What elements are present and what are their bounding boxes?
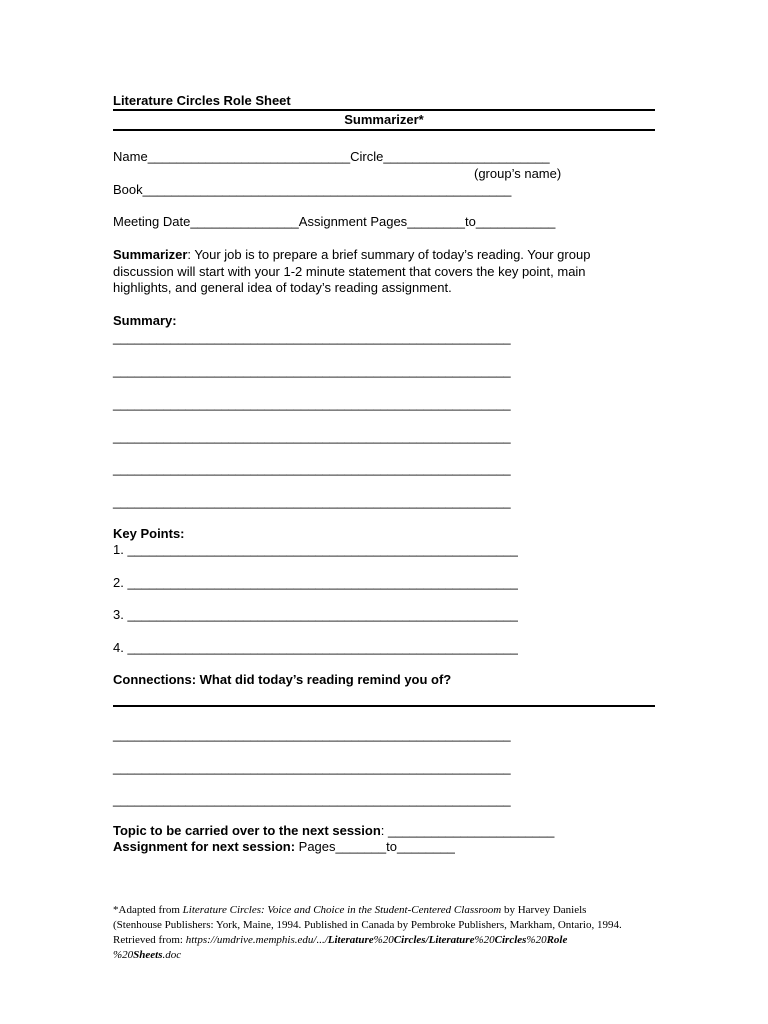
url-part: Literature (327, 934, 374, 946)
circle-field[interactable]: _______________________ (383, 149, 550, 164)
instructions-text: : Your job is to prepare a brief summary of today’s reading. Your group discussion will start with your 1-2 minute statement that covers the key point, main highlights, and general idea of today’s reading assignment. (113, 247, 591, 295)
book-label: Book (113, 182, 143, 197)
footnote-prefix: *Adapted from (113, 904, 183, 916)
footnote-adapted-line (113, 903, 663, 918)
role-word: Summarizer (113, 247, 188, 262)
footnote-publisher: (Stenhouse Publishers: York, Maine, 1994. Published in Canada by Pembroke Publishers, Markham, Ontario, 1994. (113, 919, 622, 931)
role-title: Summarizer* (344, 112, 424, 127)
key-point-item[interactable]: 3. ______________________________________________________ (113, 607, 518, 622)
summary-line[interactable]: _______________________________________________________ (113, 461, 511, 476)
group-name-hint: (group’s name) (474, 166, 562, 181)
connections-line[interactable]: _______________________________________________________ (113, 727, 511, 742)
source-footnote (113, 903, 663, 963)
footnote-retrieved-line[interactable] (113, 933, 663, 948)
book-field[interactable]: ___________________________________________________ (142, 182, 512, 197)
url-part: %20 (526, 934, 547, 946)
assignment-row (113, 839, 455, 854)
assignment-pages-field[interactable]: _______ (335, 839, 387, 854)
name-row (113, 149, 550, 164)
connections-heading: Connections: What did today’s reading remind you of? (113, 672, 452, 687)
footnote-url-continued[interactable] (113, 948, 663, 963)
connections-answer-line[interactable] (113, 705, 655, 707)
assignment-to-label: to (386, 839, 397, 854)
url-part: https://umdrive.memphis.edu/.../ (185, 934, 328, 946)
url-part: Role (546, 934, 568, 946)
connections-line[interactable]: _______________________________________________________ (113, 760, 511, 775)
header-rule-top (113, 109, 655, 111)
url-part: Circles (494, 934, 527, 946)
footnote-author: by Harvey Daniels (501, 904, 587, 916)
assignment-label: Assignment for next session: (113, 839, 296, 854)
topic-label: Topic to be carried over to the next session (113, 823, 381, 838)
assignment-to-field[interactable]: ________ (397, 839, 455, 854)
circle-label: Circle (350, 149, 384, 164)
name-field[interactable]: ____________________________ (147, 149, 351, 164)
assignment-pages-label: Assignment Pages (298, 214, 408, 229)
url-part: %20 (373, 934, 394, 946)
meeting-date-field[interactable]: _______________ (190, 214, 299, 229)
key-point-item[interactable]: 2. ______________________________________________________ (113, 575, 518, 590)
header-rule-bottom (113, 129, 655, 131)
summary-heading: Summary: (113, 313, 177, 328)
summary-line[interactable]: _______________________________________________________ (113, 363, 511, 378)
role-instructions (113, 247, 643, 297)
meeting-date-label: Meeting Date (113, 214, 191, 229)
assignment-pages-label: Pages (295, 839, 336, 854)
url-part: %20 (113, 949, 134, 961)
topic-row (113, 823, 554, 838)
url-part: .doc (162, 949, 182, 961)
to-label: to (465, 214, 476, 229)
pages-to-field[interactable]: ___________ (475, 214, 556, 229)
meeting-row (113, 214, 555, 229)
connections-line[interactable]: _______________________________________________________ (113, 792, 511, 807)
sheet-title: Literature Circles Role Sheet (113, 93, 291, 108)
retrieved-label: Retrieved from: (113, 934, 186, 946)
key-point-item[interactable]: 1. ______________________________________________________ (113, 542, 518, 557)
key-points-heading: Key Points: (113, 526, 185, 541)
summary-line[interactable]: _______________________________________________________ (113, 494, 511, 509)
url-part: %20 (474, 934, 495, 946)
topic-field[interactable]: : _______________________ (380, 823, 555, 838)
url-part: Sheets (133, 949, 163, 961)
summary-line[interactable]: _______________________________________________________ (113, 396, 511, 411)
pages-from-field[interactable]: ________ (407, 214, 466, 229)
summary-line[interactable]: _______________________________________________________ (113, 330, 511, 345)
url-part: Circles/Literature (393, 934, 475, 946)
book-row (113, 182, 511, 197)
key-point-item[interactable]: 4. ______________________________________________________ (113, 640, 518, 655)
footnote-book-title: Literature Circles: Voice and Choice in the Student-Centered Classroom (182, 904, 502, 916)
summary-line[interactable]: _______________________________________________________ (113, 429, 511, 444)
name-label: Name (113, 149, 148, 164)
